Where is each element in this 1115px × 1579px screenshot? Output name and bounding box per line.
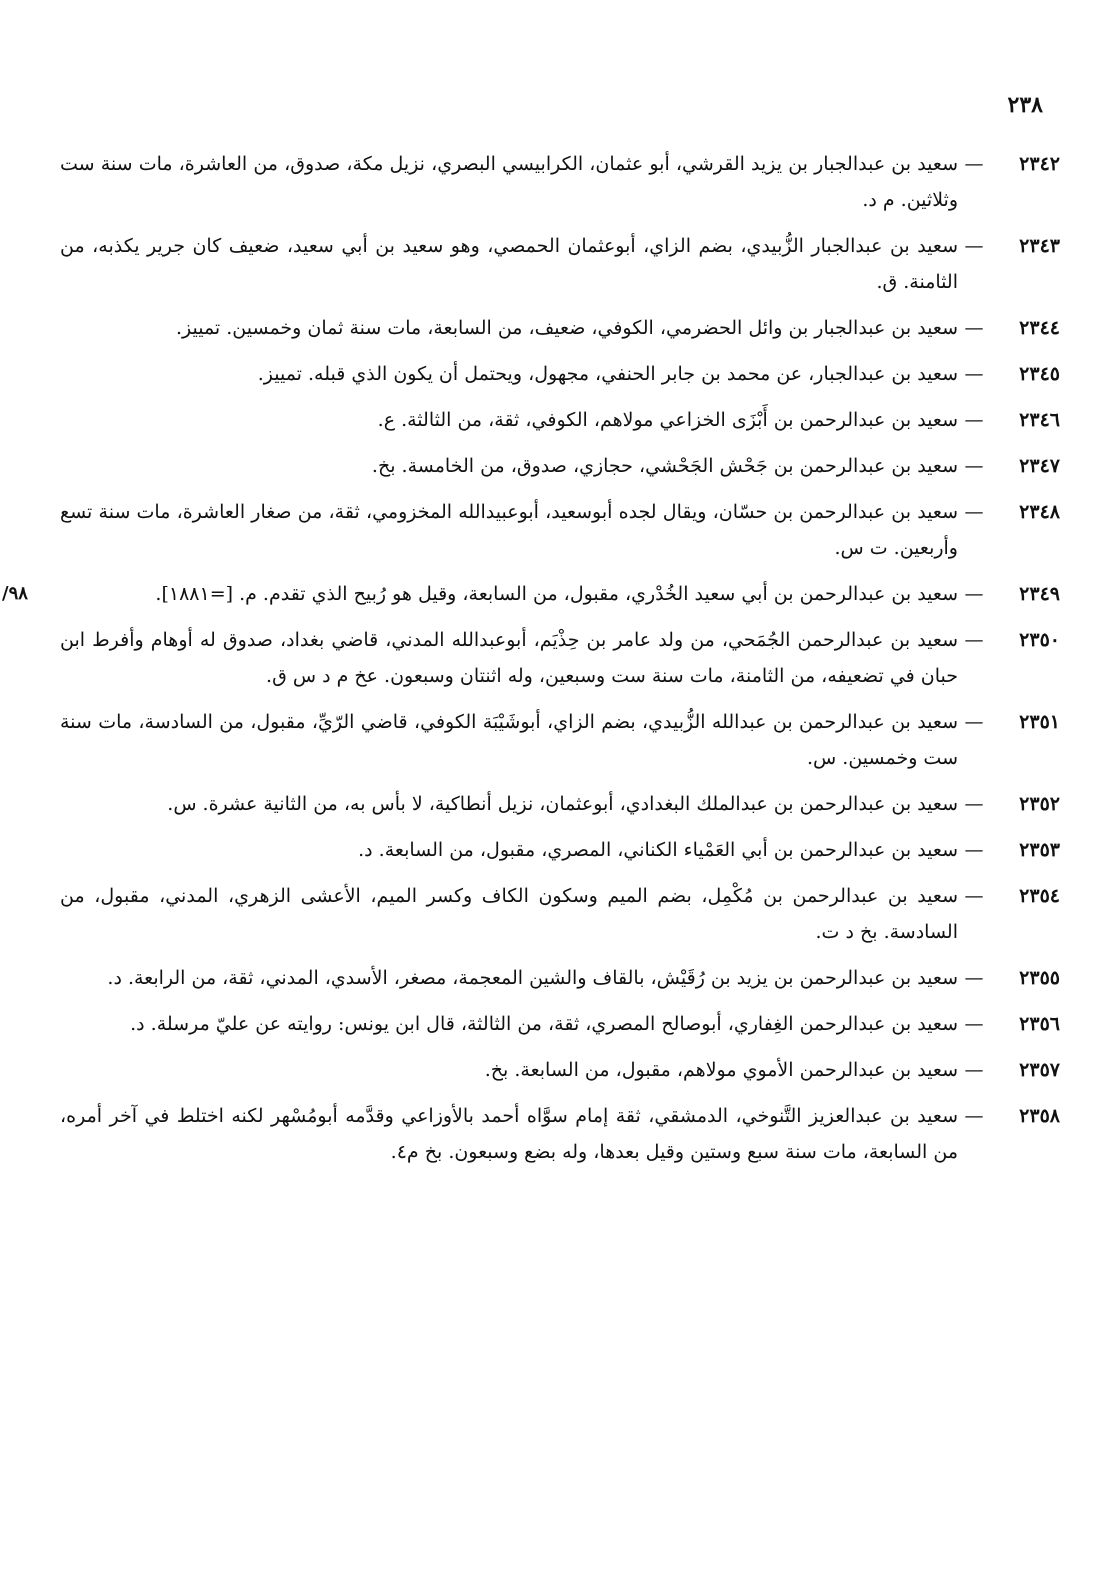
entry-text: سعيد بن عبدالرحمن بن أبي سعيد الخُدْري، مقبول، من السابعة، وقيل هو رُبيح الذي تقدم. م. [=١٨٨١]. <box>155 583 958 605</box>
entry-number: ٢٣٥٥ <box>1019 967 1060 989</box>
entry-text: سعيد بن عبدالرحمن الأموي مولاهم، مقبول، من السابعة. بخ. <box>484 1059 958 1081</box>
list-item <box>60 960 1060 996</box>
entry-number: ٢٣٤٦ <box>1019 409 1060 431</box>
entry-dash-separator: — <box>964 885 984 907</box>
entry-dash-separator: — <box>964 1013 984 1035</box>
list-item <box>60 704 1060 776</box>
entry-number: ٢٣٤٩ <box>1019 583 1060 605</box>
list-item <box>60 146 1060 218</box>
list-item <box>60 448 1060 484</box>
entry-number: ٢٣٥٣ <box>1019 839 1060 861</box>
list-item <box>60 356 1060 392</box>
entry-dash-separator: — <box>964 583 984 605</box>
list-item <box>60 228 1060 300</box>
entry-text: سعيد بن عبدالعزيز التَّنوخي، الدمشقي، ثقة إمام سوَّاه أحمد بالأوزاعي وقدَّمه أبومُسْهر لكنه اختلط في آخر أمره، من السابعة، مات سنة سبع وستين وقيل بعدها، وله بضع وسبعون. بخ م٤. <box>60 1105 958 1163</box>
entry-number: ٢٣٥٤ <box>1019 885 1060 907</box>
entry-number: ٢٣٤٢ <box>1019 153 1060 175</box>
list-item <box>60 786 1060 822</box>
entry-number: ٢٣٤٣ <box>1019 235 1060 257</box>
list-item <box>60 402 1060 438</box>
entry-dash-separator: — <box>964 967 984 989</box>
entry-dash-separator: — <box>964 317 984 339</box>
entry-dash-separator: — <box>964 455 984 477</box>
entry-text: سعيد بن عبدالرحمن بن عبدالملك البغدادي، أبوعثمان، نزيل أنطاكية، لا بأس به، من الثانية عشرة. س. <box>167 793 958 815</box>
entry-text: سعيد بن عبدالرحمن بن أبي العَمْياء الكناني، المصري، مقبول، من السابعة. د. <box>358 839 958 861</box>
entry-dash-separator: — <box>964 153 984 175</box>
list-item <box>2 576 1060 612</box>
entry-number: ٢٣٥٢ <box>1019 793 1060 815</box>
page-number: ٢٣٨ <box>1007 92 1043 118</box>
entry-list <box>2 146 1060 1180</box>
entry-number: ٢٣٥٧ <box>1019 1059 1060 1081</box>
entry-text: سعيد بن عبدالجبار، عن محمد بن جابر الحنفي، مجهول، ويحتمل أن يكون الذي قبله. تمييز. <box>257 363 958 385</box>
entry-number: ٢٣٥١ <box>1019 711 1060 733</box>
entry-number: ٢٣٥٠ <box>1019 629 1060 651</box>
entry-number: ٢٣٤٤ <box>1019 317 1060 339</box>
entry-text: سعيد بن عبدالرحمن بن مُكْمِل، بضم الميم وسكون الكاف وكسر الميم، الأعشى الزهري، المدني، مقبول، من السادسة. بخ د ت. <box>60 885 958 943</box>
entry-text: سعيد بن عبدالرحمن بن يزيد بن رُقَيْش، بالقاف والشين المعجمة، مصغر، الأسدي، المدني، ثقة، من الرابعة. د. <box>107 967 958 989</box>
list-item <box>60 622 1060 694</box>
entry-text: سعيد بن عبدالجبار بن وائل الحضرمي، الكوفي، ضعيف، من السابعة، مات سنة ثمان وخمسين. تمييز. <box>175 317 958 339</box>
entry-dash-separator: — <box>964 363 984 385</box>
list-item <box>60 832 1060 868</box>
entry-number: ٢٣٤٧ <box>1019 455 1060 477</box>
entry-text: سعيد بن عبدالرحمن بن أَبْزَى الخزاعي مولاهم، الكوفي، ثقة، من الثالثة. ع. <box>377 409 958 431</box>
entry-dash-separator: — <box>964 501 984 523</box>
entry-dash-separator: — <box>964 409 984 431</box>
entry-text: سعيد بن عبدالرحمن الجُمَحي، من ولد عامر بن حِذْيَم، أبوعبدالله المدني، قاضي بغداد، صدوق له أوهام وأفرط ابن حبان في تضعيفه، من الثامنة، مات سنة ست وسبعين، وله اثنتان وسبعون. عخ م د س ق. <box>60 629 958 687</box>
entry-dash-separator: — <box>964 1105 984 1127</box>
list-item <box>60 1098 1060 1170</box>
entry-dash-separator: — <box>964 711 984 733</box>
entry-dash-separator: — <box>964 839 984 861</box>
entry-dash-separator: — <box>964 1059 984 1081</box>
entry-number: ٢٣٥٦ <box>1019 1013 1060 1035</box>
entry-dash-separator: — <box>964 235 984 257</box>
list-item <box>60 494 1060 566</box>
entry-text: سعيد بن عبدالجبار الزُّبيدي، بضم الزاي، أبوعثمان الحمصي، وهو سعيد بن أبي سعيد، ضعيف كان جرير يكذبه، من الثامنة. ق. <box>60 235 958 293</box>
entry-dash-separator: — <box>964 629 984 651</box>
list-item <box>60 878 1060 950</box>
entry-text: سعيد بن عبدالرحمن بن عبدالله الزُّبيدي، بضم الزاي، أبوشَيْبَة الكوفي، قاضي الرّيِّ، مقبول، من السادسة، مات سنة ست وخمسين. س. <box>60 711 958 769</box>
entry-number: ٢٣٤٨ <box>1019 501 1060 523</box>
list-item <box>60 310 1060 346</box>
entry-text: سعيد بن عبدالرحمن الغِفاري، أبوصالح المصري، ثقة، من الثالثة، قال ابن يونس: روايته عن عليّ مرسلة. د. <box>130 1013 958 1035</box>
entry-number: ٢٣٤٥ <box>1019 363 1060 385</box>
margin-page-ref: ٩٨/ <box>2 583 28 604</box>
entry-text: سعيد بن عبدالرحمن بن حسّان، ويقال لجده أبوسعيد، أبوعبيدالله المخزومي، ثقة، من صغار العاشرة، مات سنة تسع وأربعين. ت س. <box>60 501 958 559</box>
list-item <box>60 1006 1060 1042</box>
entry-number: ٢٣٥٨ <box>1019 1105 1060 1127</box>
entry-dash-separator: — <box>964 793 984 815</box>
list-item <box>60 1052 1060 1088</box>
entry-text: سعيد بن عبدالرحمن بن جَحْش الجَحْشي، حجازي، صدوق، من الخامسة. بخ. <box>371 455 958 477</box>
entry-text: سعيد بن عبدالجبار بن يزيد القرشي، أبو عثمان، الكرابيسي البصري، نزيل مكة، صدوق، من العاشرة، مات سنة ست وثلاثين. م د. <box>60 153 958 211</box>
